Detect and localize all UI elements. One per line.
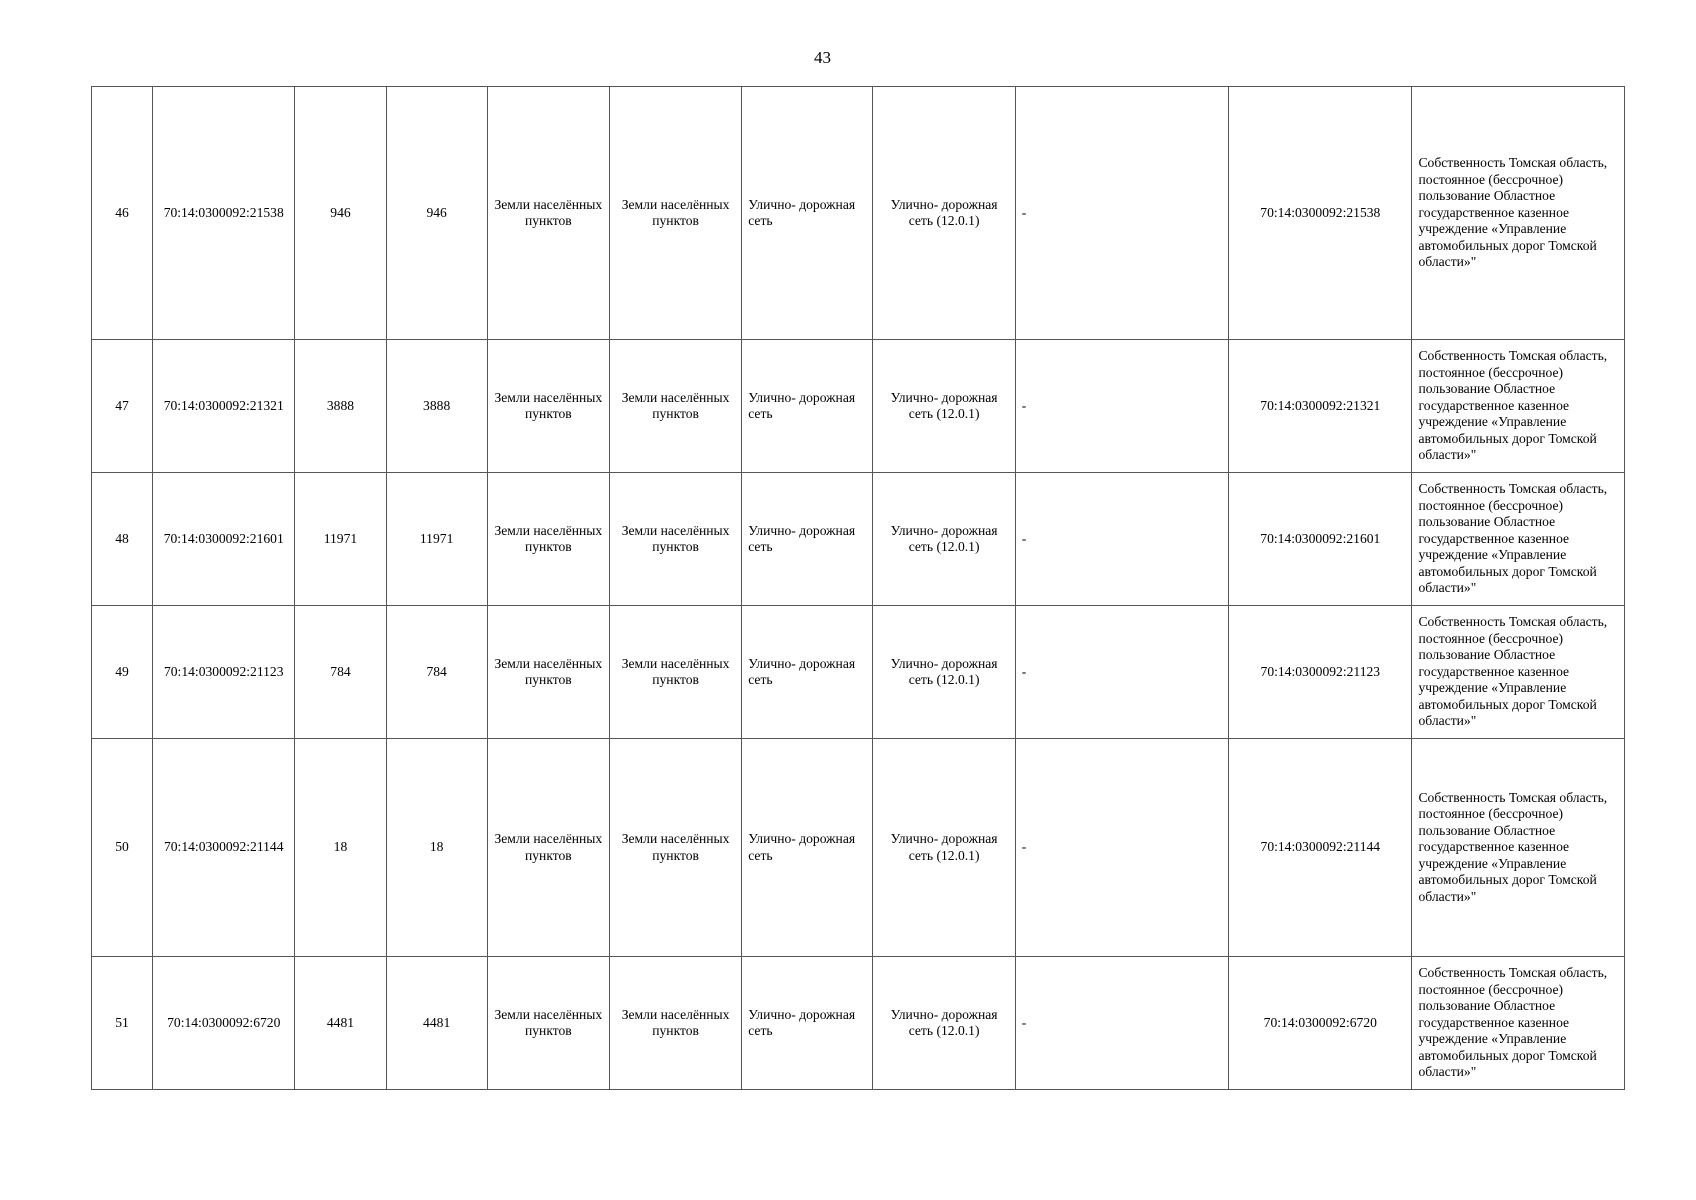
land-category: Земли населённых пунктов [487, 87, 609, 340]
area-value-2: 784 [386, 606, 487, 739]
table-row [92, 473, 1625, 606]
cadastral-number: 70:14:0300092:21601 [153, 473, 295, 606]
ownership-info [1412, 473, 1625, 606]
area-value-2: 18 [386, 739, 487, 957]
cadastral-number-2: 70:14:0300092:6720 [1229, 957, 1412, 1090]
land-category-2: Земли населённых пунктов [609, 340, 741, 473]
land-category-2: Земли населённых пунктов [609, 957, 741, 1090]
empty-value: - [1015, 87, 1228, 340]
ownership-text: Собственность Томская область, постоянное (бессрочное) пользование Областное государственное казенное учреждение «Управление автомобильных дорог Томской области»" [1418, 965, 1608, 1080]
use-type: Улично- дорожная сеть [742, 87, 873, 340]
area-value-2: 946 [386, 87, 487, 340]
land-category: Земли населённых пунктов [487, 340, 609, 473]
table-row [92, 957, 1625, 1090]
permitted-use: Улично- дорожная сеть (12.0.1) [873, 473, 1015, 606]
permitted-use: Улично- дорожная сеть (12.0.1) [873, 957, 1015, 1090]
ownership-info [1412, 739, 1625, 957]
land-category: Земли населённых пунктов [487, 473, 609, 606]
use-type: Улично- дорожная сеть [742, 957, 873, 1090]
page-number: 43 [814, 48, 831, 67]
land-category-2: Земли населённых пунктов [609, 473, 741, 606]
ownership-text: Собственность Томская область, постоянное (бессрочное) пользование Областное государственное казенное учреждение «Управление автомобильных дорог Томской области»" [1418, 348, 1608, 463]
empty-value: - [1015, 739, 1228, 957]
cadastral-number: 70:14:0300092:21123 [153, 606, 295, 739]
cadastral-number: 70:14:0300092:6720 [153, 957, 295, 1090]
use-type: Улично- дорожная сеть [742, 606, 873, 739]
land-plots-table [91, 86, 1625, 1090]
cadastral-number: 70:14:0300092:21321 [153, 340, 295, 473]
area-value: 11971 [295, 473, 386, 606]
cadastral-number-2: 70:14:0300092:21538 [1229, 87, 1412, 340]
area-value: 784 [295, 606, 386, 739]
table-row [92, 739, 1625, 957]
row-number: 50 [92, 739, 153, 957]
area-value: 4481 [295, 957, 386, 1090]
area-value: 3888 [295, 340, 386, 473]
permitted-use: Улично- дорожная сеть (12.0.1) [873, 87, 1015, 340]
land-category-2: Земли населённых пунктов [609, 606, 741, 739]
cadastral-number: 70:14:0300092:21144 [153, 739, 295, 957]
row-number: 48 [92, 473, 153, 606]
use-type: Улично- дорожная сеть [742, 340, 873, 473]
permitted-use: Улично- дорожная сеть (12.0.1) [873, 606, 1015, 739]
ownership-text: Собственность Томская область, постоянное (бессрочное) пользование Областное государственное казенное учреждение «Управление автомобильных дорог Томской области»" [1418, 789, 1608, 904]
ownership-text: Собственность Томская область, постоянное (бессрочное) пользование Областное государственное казенное учреждение «Управление автомобильных дорог Томской области»" [1418, 481, 1608, 596]
land-category: Земли населённых пунктов [487, 957, 609, 1090]
cadastral-number-2: 70:14:0300092:21144 [1229, 739, 1412, 957]
row-number: 47 [92, 340, 153, 473]
row-number: 46 [92, 87, 153, 340]
row-number: 51 [92, 957, 153, 1090]
area-value: 946 [295, 87, 386, 340]
ownership-info [1412, 957, 1625, 1090]
row-number: 49 [92, 606, 153, 739]
land-category-2: Земли населённых пунктов [609, 87, 741, 340]
land-category-2: Земли населённых пунктов [609, 739, 741, 957]
table-row [92, 340, 1625, 473]
ownership-info [1412, 340, 1625, 473]
ownership-text: Собственность Томская область, постоянное (бессрочное) пользование Областное государственное казенное учреждение «Управление автомобильных дорог Томской области»" [1418, 614, 1608, 729]
area-value-2: 3888 [386, 340, 487, 473]
cadastral-number: 70:14:0300092:21538 [153, 87, 295, 340]
use-type: Улично- дорожная сеть [742, 739, 873, 957]
cadastral-number-2: 70:14:0300092:21321 [1229, 340, 1412, 473]
area-value: 18 [295, 739, 386, 957]
empty-value: - [1015, 606, 1228, 739]
use-type: Улично- дорожная сеть [742, 473, 873, 606]
land-category: Земли населённых пунктов [487, 606, 609, 739]
area-value-2: 11971 [386, 473, 487, 606]
cadastral-number-2: 70:14:0300092:21123 [1229, 606, 1412, 739]
ownership-info [1412, 606, 1625, 739]
cadastral-number-2: 70:14:0300092:21601 [1229, 473, 1412, 606]
permitted-use: Улично- дорожная сеть (12.0.1) [873, 340, 1015, 473]
area-value-2: 4481 [386, 957, 487, 1090]
ownership-info [1412, 87, 1625, 340]
land-category: Земли населённых пунктов [487, 739, 609, 957]
table-row [92, 87, 1625, 340]
empty-value: - [1015, 957, 1228, 1090]
empty-value: - [1015, 340, 1228, 473]
ownership-text: Собственность Томская область, постоянное (бессрочное) пользование Областное государственное казенное учреждение «Управление автомобильных дорог Томской области»" [1418, 155, 1608, 270]
empty-value: - [1015, 473, 1228, 606]
permitted-use: Улично- дорожная сеть (12.0.1) [873, 739, 1015, 957]
table-row [92, 606, 1625, 739]
